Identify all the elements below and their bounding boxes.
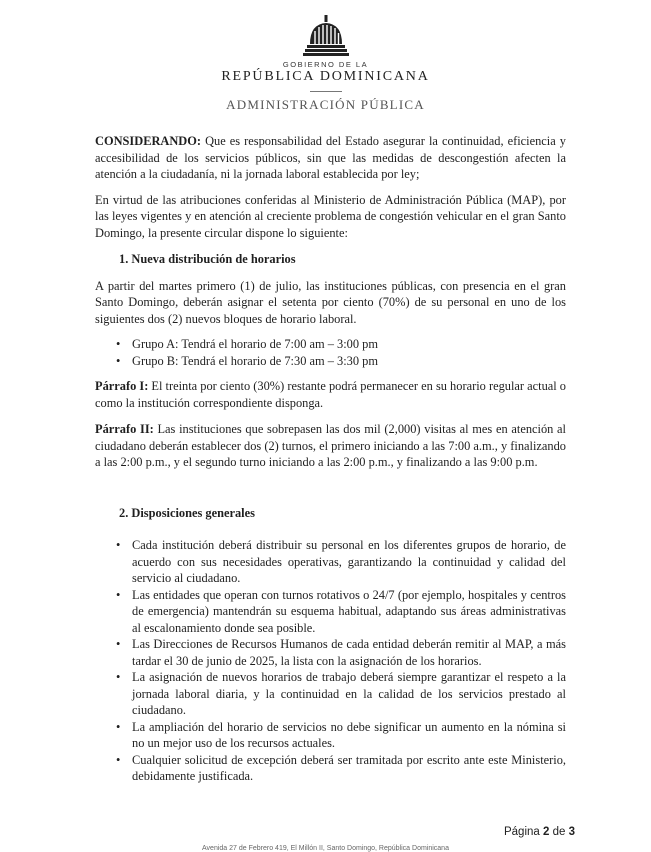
considerando-paragraph	[95, 133, 566, 183]
parrafo-1	[95, 378, 566, 411]
list-item	[95, 353, 566, 370]
document-body	[95, 133, 566, 785]
disposicion-text: Las Direcciones de Recursos Humanos de cada entidad deberán remitir al MAP, a más tardar el 30 de junio de 2025, la lista con la asignación de los horarios.	[132, 637, 566, 668]
considerando-label: CONSIDERANDO:	[95, 134, 202, 148]
disposicion-text: Las entidades que operan con turnos rotativos o 24/7 (por ejemplo, hospitales y centros de emergencia) mantendrán su esquema habitual, adaptando sus áreas administrativas al escalonamiento donde sea posible.	[132, 587, 566, 635]
header-administracion: ADMINISTRACIÓN PÚBLICA	[226, 97, 425, 112]
section-1-title: 1. Nueva distribución de horarios	[119, 252, 296, 266]
list-item	[95, 752, 566, 785]
section-1-text: A partir del martes primero (1) de julio, las instituciones públicas, con presencia en el gran Santo Domingo, deberán asignar el setenta por ciento (70%) de su personal en uno de los siguientes dos (2) nuevos bloques de horario laboral.	[95, 278, 566, 326]
bullet-icon: •	[116, 752, 121, 767]
list-item	[95, 537, 566, 587]
considerando-text: Que es responsabilidad del Estado asegurar la continuidad, eficiencia y accesibilidad de los servicios públicos, sin que las medidas de descongestión afecten la atención a la ciudadanía, ni la jornada laboral establecida por ley;	[95, 134, 566, 181]
bullet-icon: •	[116, 337, 121, 351]
disposicion-text: La ampliación del horario de servicios no debe significar un aumento en la nómina si no un mejor uso de los recursos actuales.	[132, 719, 566, 750]
parrafo-2-label: Párrafo II:	[95, 422, 154, 436]
page-current: 2	[543, 826, 550, 838]
page-of: de	[549, 826, 569, 838]
parrafo-1-text: El treinta por ciento (30%) restante podrá permanecer en su horario regular actual o como la institución correspondiente disponga.	[95, 379, 566, 410]
list-item	[95, 336, 566, 353]
header-republica: REPÚBLICA DOMINICANA	[221, 69, 430, 84]
list-item	[95, 636, 566, 669]
disposicion-text: Cualquier solicitud de excepción deberá ser tramitada por escrito ante este Ministerio, debidamente justificada.	[132, 752, 566, 783]
parrafo-1-label: Párrafo I:	[95, 379, 149, 393]
disposicion-text: La asignación de nuevos horarios de trabajo deberá siempre garantizar el respeto a la jornada laboral diaria, y la continuidad en la calidad de los servicios prestado al ciudadano.	[132, 670, 566, 717]
header-divider	[310, 91, 342, 92]
section-2-title: 2. Disposiciones generales	[119, 505, 255, 520]
group-a-text: Grupo A: Tendrá el horario de 7:00 am – 3:00 pm	[132, 337, 378, 351]
list-item	[95, 669, 566, 719]
bullet-icon: •	[116, 670, 121, 684]
list-item	[95, 719, 566, 752]
list-item	[95, 587, 566, 637]
parrafo-2	[95, 421, 566, 471]
bullet-icon: •	[116, 353, 121, 368]
bullet-icon: •	[116, 719, 121, 734]
bullet-icon: •	[116, 587, 121, 602]
page-total: 3	[568, 826, 575, 838]
intro-paragraph: En virtud de las atribuciones conferidas al Ministerio de Administración Pública (MAP), por las leyes vigentes y en atención al creciente problema de congestión vehicular en el gran Santo Domingo, la presente circular dispone lo siguiente:	[95, 192, 566, 240]
page-number	[504, 826, 575, 838]
bullet-icon: •	[116, 637, 121, 651]
disposiciones-list	[95, 537, 566, 785]
government-seal-icon	[303, 14, 349, 58]
footer-address: Avenida 27 de Febrero 419, El Millón II, Santo Domingo, República Dominicana	[202, 845, 449, 852]
letterhead	[0, 14, 651, 113]
bullet-icon: •	[116, 538, 121, 552]
parrafo-2-text: Las instituciones que sobrepasen las dos mil (2,000) visitas al mes en atención al ciudadano deberán establecer dos (2) turnos, el primero iniciando a las 7:00 a.m., y finalizando a las 2:00 p.m., y el segundo turno iniciando a las 2:00 p.m., y finalizando a las 9:00 p.m.	[95, 422, 566, 469]
header-gobierno: GOBIERNO DE LA	[282, 60, 369, 69]
group-b-text: Grupo B: Tendrá el horario de 7:30 am – 3:30 pm	[132, 353, 378, 368]
page-word: Página	[503, 826, 543, 838]
disposicion-text: Cada institución deberá distribuir su personal en los diferentes grupos de horario, de acuerdo con sus necesidades operativas, garantizando la continuidad y calidad del servicio al ciudadano.	[132, 538, 566, 585]
groups-list	[95, 336, 566, 369]
